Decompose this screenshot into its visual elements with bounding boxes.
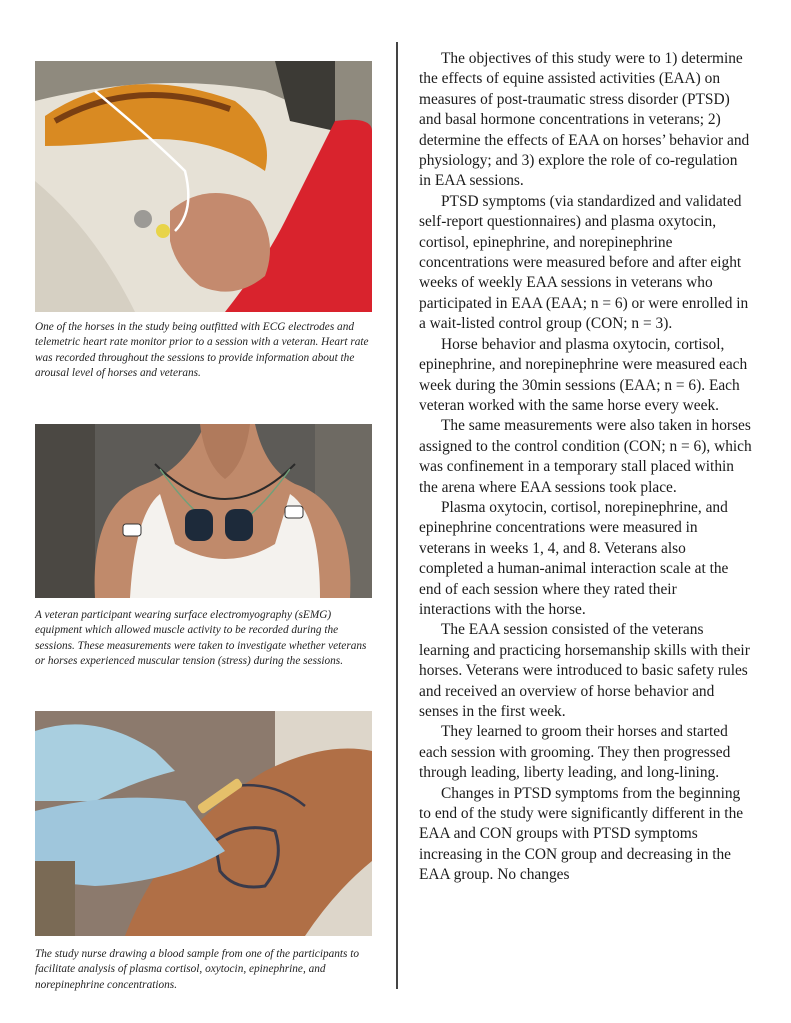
- paragraph: The same measurements were also taken in horses assigned to the control condition (CON; n = 6), which was confinement in a temporary stall placed within the arena where EAA sessions took place.: [419, 417, 752, 496]
- figure-caption-3: The study nurse drawing a blood sample from one of the participants to facilitate analysis of plasma cortisol, oxytocin, epinephrine, and norepinephrine concentrations.: [35, 948, 360, 991]
- veteran-semg-photo: [35, 424, 372, 598]
- paragraph: Horse behavior and plasma oxytocin, cortisol, epinephrine, and norepinephrine were measured each week during the 30min sessions (EAA; n = 6). Each veteran worked with the same horse every week.: [419, 335, 748, 414]
- paragraph: The EAA session consisted of the veterans learning and practicing horsemanship skills with their horses. Veterans were introduced to basic safety rules and received an overview of horse behavior and senses in the first week.: [419, 621, 750, 720]
- horse-ecg-photo: [35, 61, 372, 312]
- body-text-column: [419, 49, 752, 886]
- figure-caption-1: One of the horses in the study being outfitted with ECG electrodes and telemetric heart rate monitor prior to a session with a veteran. Heart rate was recorded throughout the sessions to provide information about the arousal level of horses and veterans.: [35, 321, 369, 380]
- blood-draw-photo: [35, 711, 372, 936]
- paragraph: Plasma oxytocin, cortisol, norepinephrine, and epinephrine concentrations were measured in veterans in weeks 1, 4, and 8. Veterans also completed a human-animal interaction scale at the end of each session where they rated their interactions with the horse.: [419, 498, 729, 618]
- paragraph: The objectives of this study were to 1) determine the effects of equine assisted activities (EAA) on measures of post-traumatic stress disorder (PTSD) and basal hormone concentrations in veterans; 2) determine the effects of EAA on horses’ behavior and physiology; and 3) explore the role of co-regulation in EAA sessions.: [419, 50, 750, 190]
- paragraph: They learned to groom their horses and started each session with grooming. They then progressed through leading, liberty leading, and long-lining.: [419, 723, 731, 782]
- paragraph: Changes in PTSD symptoms from the beginning to end of the study were significantly different in the EAA and CON groups with PTSD symptoms increasing in the CON group and decreasing in the EAA group. No changes: [419, 784, 744, 884]
- column-divider: [396, 42, 398, 989]
- paragraph: PTSD symptoms (via standardized and validated self-report questionnaires) and plasma oxytocin, cortisol, epinephrine, and norepinephrine concentrations were measured before and after eight weeks of weekly EAA sessions in veterans who participated in EAA (EAA; n = 6) or were enrolled in a wait-listed control group (CON; n = 3).: [419, 192, 749, 333]
- figure-caption-2: A veteran participant wearing surface electromyography (sEMG) equipment which allowed muscle activity to be recorded during the sessions. These measurements were taken to investigate whether veterans or horses experienced muscular tension (stress) during the sessions.: [35, 609, 367, 668]
